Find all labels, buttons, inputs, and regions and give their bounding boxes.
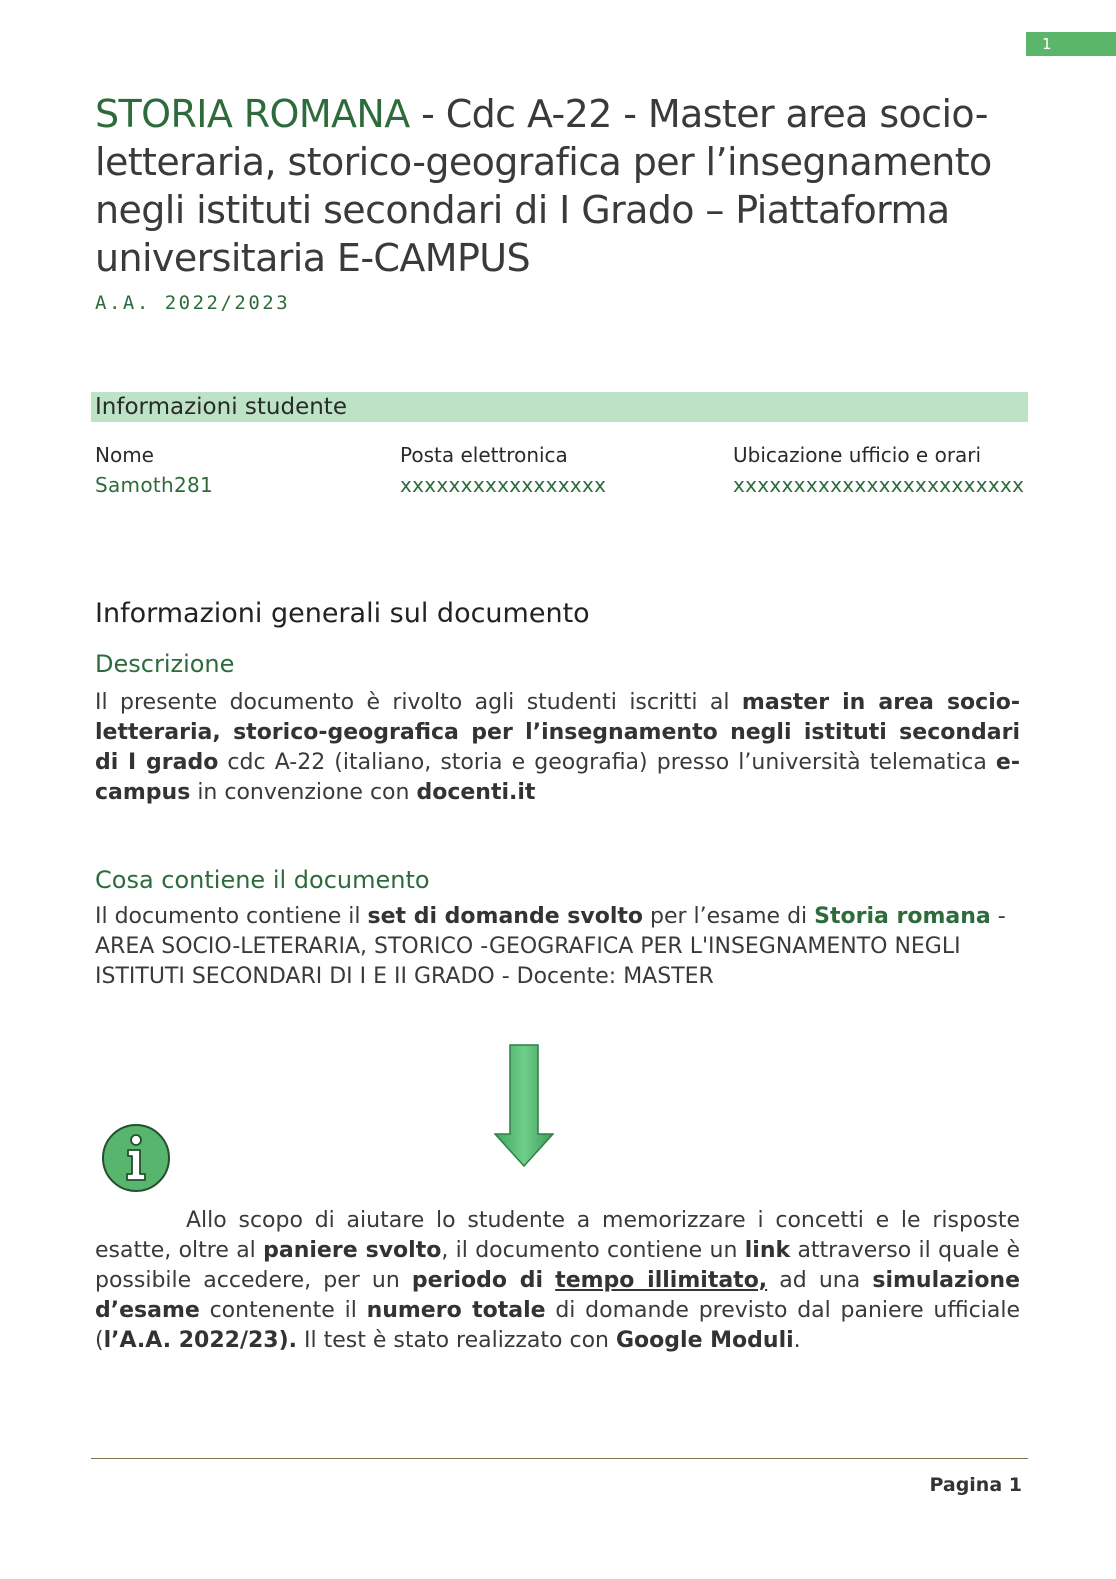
footer-divider	[91, 1458, 1028, 1459]
name-label: Nome	[95, 443, 154, 467]
contents-paragraph: Il documento contiene il set di domande svolto per l’esame di Storia romana - AREA SOCIO-LETERARIA, STORICO -GEOGRAFICA PER L'INSEGNAMENTO NEGLI ISTITUTI SECONDARI DI I E II GRADO - Docente: MASTER	[95, 904, 1006, 989]
student-info-header: Informazioni studente	[91, 392, 1028, 422]
email-value: xxxxxxxxxxxxxxxxx	[400, 473, 607, 497]
office-value: xxxxxxxxxxxxxxxxxxxxxxxx	[733, 473, 1025, 497]
contents-heading: Cosa contiene il documento	[95, 866, 430, 894]
student-email-column	[400, 440, 606, 500]
office-label: Ubicazione ufficio e orari	[733, 443, 982, 467]
general-info-title: Informazioni generali sul documento	[95, 598, 590, 629]
email-label: Posta elettronica	[400, 443, 568, 467]
description-paragraph: Il presente documento è rivolto agli studenti iscritti al master in area socio-letteraria, storico-geografica per l’insegnamento negli istituti secondari di I grado cdc A-22 (italiano, storia e geografia) presso l’università telematica e-campus in convenzione con docenti.it	[95, 690, 1020, 805]
footer-page-number: Pagina 1	[929, 1474, 1022, 1496]
name-value: Samoth281	[95, 473, 214, 497]
student-office-column	[733, 440, 1024, 500]
arrow-down-icon	[494, 1044, 554, 1168]
unlimited-time-text: tempo illimitato,	[555, 1268, 768, 1293]
academic-year: A.A. 2022/2023	[95, 292, 291, 314]
student-name-column	[95, 440, 213, 500]
info-icon	[100, 1122, 172, 1194]
title-rest: - Cdc A-22 - Master area socio-letteraria, storico-geografica per l’insegnamento negli istituti secondari di I Grado – Piattaforma universitaria E-CAMPUS	[95, 92, 992, 280]
description-heading: Descrizione	[95, 650, 235, 678]
title-subject: STORIA ROMANA	[95, 92, 410, 136]
document-title	[95, 90, 1025, 282]
page-number-tab: 1	[1026, 32, 1116, 56]
note-paragraph: Allo scopo di aiutare lo studente a memorizzare i concetti e le risposte esatte, oltre al paniere svolto, il documento contiene un link attraverso il quale è possibile accedere, per un periodo di tempo illimitato, ad una simulazione d’esame contenente il numero totale di domande previsto dal paniere ufficiale (l’A.A. 2022/23). Il test è stato realizzato con Google Moduli.	[95, 1208, 1021, 1353]
